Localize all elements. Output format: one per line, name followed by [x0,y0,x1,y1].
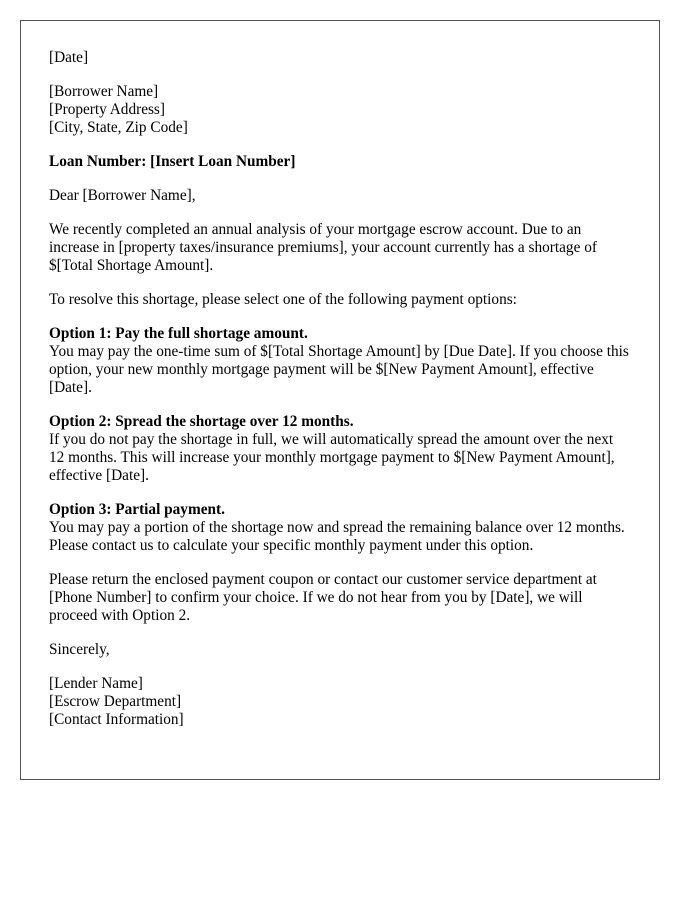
intro-paragraph: We recently completed an annual analysis of your mortgage escrow account. Due to an increase in [property taxes/insurance premiums], your account currently has a shortage of $[Total Shortage Amount]. [49,221,597,274]
recipient-name: [Borrower Name] [49,83,159,100]
option-3 [49,501,631,555]
signature-block [49,675,631,729]
signature-contact-info: [Contact Information] [49,711,184,728]
recipient-address-block [49,83,631,137]
recipient-property-address: [Property Address] [49,101,165,118]
option-3-body: You may pay a portion of the shortage now and spread the remaining balance over 12 months. Please contact us to calculate your specific monthly payment under this option. [49,519,625,554]
option-2-body: If you do not pay the shortage in full, we will automatically spread the amount over the next 12 months. This will increase your monthly mortgage payment to $[New Payment Amount], effective [Date]. [49,431,615,484]
option-1-title: Option 1: Pay the full shortage amount. [49,325,308,342]
letter-page [20,20,660,780]
loan-number-block [49,153,631,171]
signature-department: [Escrow Department] [49,693,182,710]
recipient-city-state-zip: [City, State, Zip Code] [49,119,188,136]
option-2-title: Option 2: Spread the shortage over 12 months. [49,413,354,430]
option-1 [49,325,631,397]
letter-date: [Date] [49,49,89,66]
closing-paragraph: Please return the enclosed payment coupon or contact our customer service department at [Phone Number] to confirm your choice. If we do not hear from you by [Date], we will proceed with Option 2. [49,571,597,624]
option-1-body: You may pay the one-time sum of $[Total Shortage Amount] by [Due Date]. If you choose this option, your new monthly mortgage payment will be $[New Payment Amount], effective [Date]. [49,343,629,396]
option-3-title: Option 3: Partial payment. [49,501,225,518]
sign-off: Sincerely, [49,641,110,658]
salutation: Dear [Borrower Name], [49,187,196,204]
date-block [49,49,631,67]
option-2 [49,413,631,485]
options-intro-paragraph: To resolve this shortage, please select one of the following payment options: [49,291,517,308]
loan-number: Loan Number: [Insert Loan Number] [49,153,296,170]
signature-lender-name: [Lender Name] [49,675,143,692]
